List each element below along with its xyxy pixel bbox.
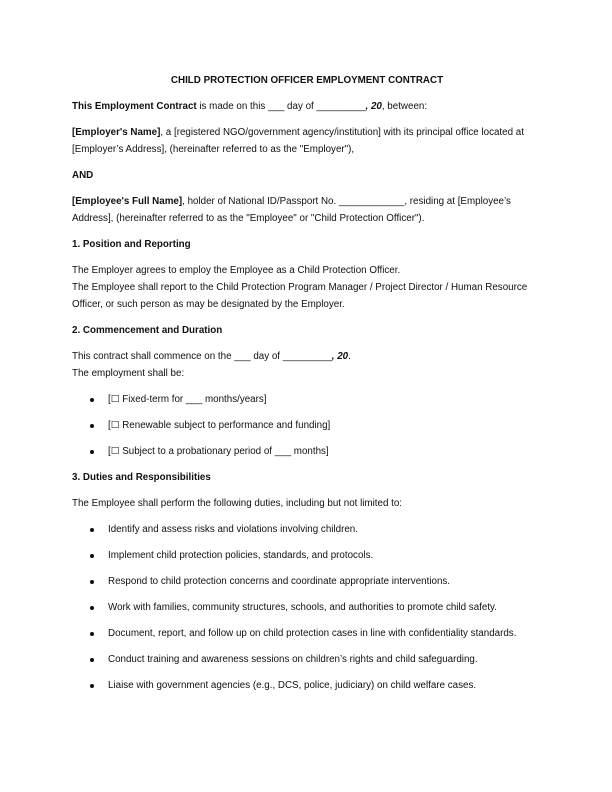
list-item	[72, 547, 542, 564]
section-1-body	[72, 262, 542, 313]
and-separator: AND	[72, 170, 94, 181]
duty-text: Document, report, and follow up on child protection cases in line with confidentiality standards.	[108, 628, 517, 639]
bullet-icon	[90, 632, 94, 636]
option-text: [☐ Renewable subject to performance and funding]	[108, 420, 331, 431]
bullet-icon	[90, 684, 94, 688]
employment-options-list	[72, 391, 542, 460]
duty-text: Identify and assess risks and violations involving children.	[108, 524, 358, 535]
intro-tail: , between:	[381, 101, 428, 112]
section-2-heading: 2. Commencement and Duration	[72, 325, 223, 336]
list-item	[72, 417, 542, 434]
section-2-body	[72, 348, 542, 382]
employee-text: , holder of National ID/Passport No. ____________, residing at [Employee’s Address], (hereinafter referred to as the "Employee" or "Child Protection Officer").	[72, 196, 511, 224]
bullet-icon	[90, 424, 94, 428]
section-1-heading: 1. Position and Reporting	[72, 239, 191, 250]
section-1-line-2: The Employee shall report to the Child Protection Program Manager / Project Director / Human Resource Officer, or such person as may be designated by the Employer.	[72, 282, 528, 310]
employer-text: , a [registered NGO/government agency/institution] with its principal office located at [Employer’s Address], (hereinafter referred to as the "Employer"),	[72, 127, 524, 155]
list-item	[72, 599, 542, 616]
bullet-icon	[90, 450, 94, 454]
bullet-icon	[90, 398, 94, 402]
list-item	[72, 443, 542, 460]
intro-text: is made on this ___ day of _________	[196, 101, 366, 112]
employee-name: [Employee's Full Name]	[72, 196, 183, 207]
option-text: [☐ Fixed-term for ___ months/years]	[108, 394, 267, 405]
employer-name: [Employer's Name]	[72, 127, 161, 138]
bullet-icon	[90, 554, 94, 558]
list-item	[72, 677, 542, 694]
employee-paragraph	[72, 193, 542, 227]
intro-year: , 20	[365, 101, 382, 112]
option-text: [☐ Subject to a probationary period of ___ months]	[108, 446, 329, 457]
duty-text: Work with families, community structures, schools, and authorities to promote child safety.	[108, 602, 497, 613]
section-1-line-1: The Employer agrees to employ the Employee as a Child Protection Officer.	[72, 265, 401, 276]
bullet-icon	[90, 606, 94, 610]
document-page	[72, 72, 542, 703]
section-2-line-1: This contract shall commence on the ___ day of _________	[72, 351, 332, 362]
section-2-period: .	[348, 351, 351, 362]
section-3-intro: The Employee shall perform the following duties, including but not limited to:	[72, 498, 403, 509]
list-item	[72, 651, 542, 668]
list-item	[72, 521, 542, 538]
section-2-line-2: The employment shall be:	[72, 368, 185, 379]
intro-paragraph	[72, 98, 542, 115]
list-item	[72, 391, 542, 408]
list-item	[72, 625, 542, 642]
bullet-icon	[90, 658, 94, 662]
bullet-icon	[90, 528, 94, 532]
list-item	[72, 573, 542, 590]
duty-text: Liaise with government agencies (e.g., DCS, police, judiciary) on child welfare cases.	[108, 680, 477, 691]
employer-paragraph	[72, 124, 542, 158]
duty-text: Implement child protection policies, standards, and protocols.	[108, 550, 374, 561]
document-title: CHILD PROTECTION OFFICER EMPLOYMENT CONTRACT	[170, 75, 444, 86]
duty-text: Respond to child protection concerns and coordinate appropriate interventions.	[108, 576, 451, 587]
intro-bold-lead: This Employment Contract	[72, 101, 197, 112]
section-2-year: , 20	[331, 351, 349, 362]
bullet-icon	[90, 580, 94, 584]
duty-text: Conduct training and awareness sessions on children’s rights and child safeguarding.	[108, 654, 478, 665]
duties-list	[72, 521, 542, 694]
section-3-heading: 3. Duties and Responsibilities	[72, 472, 211, 483]
